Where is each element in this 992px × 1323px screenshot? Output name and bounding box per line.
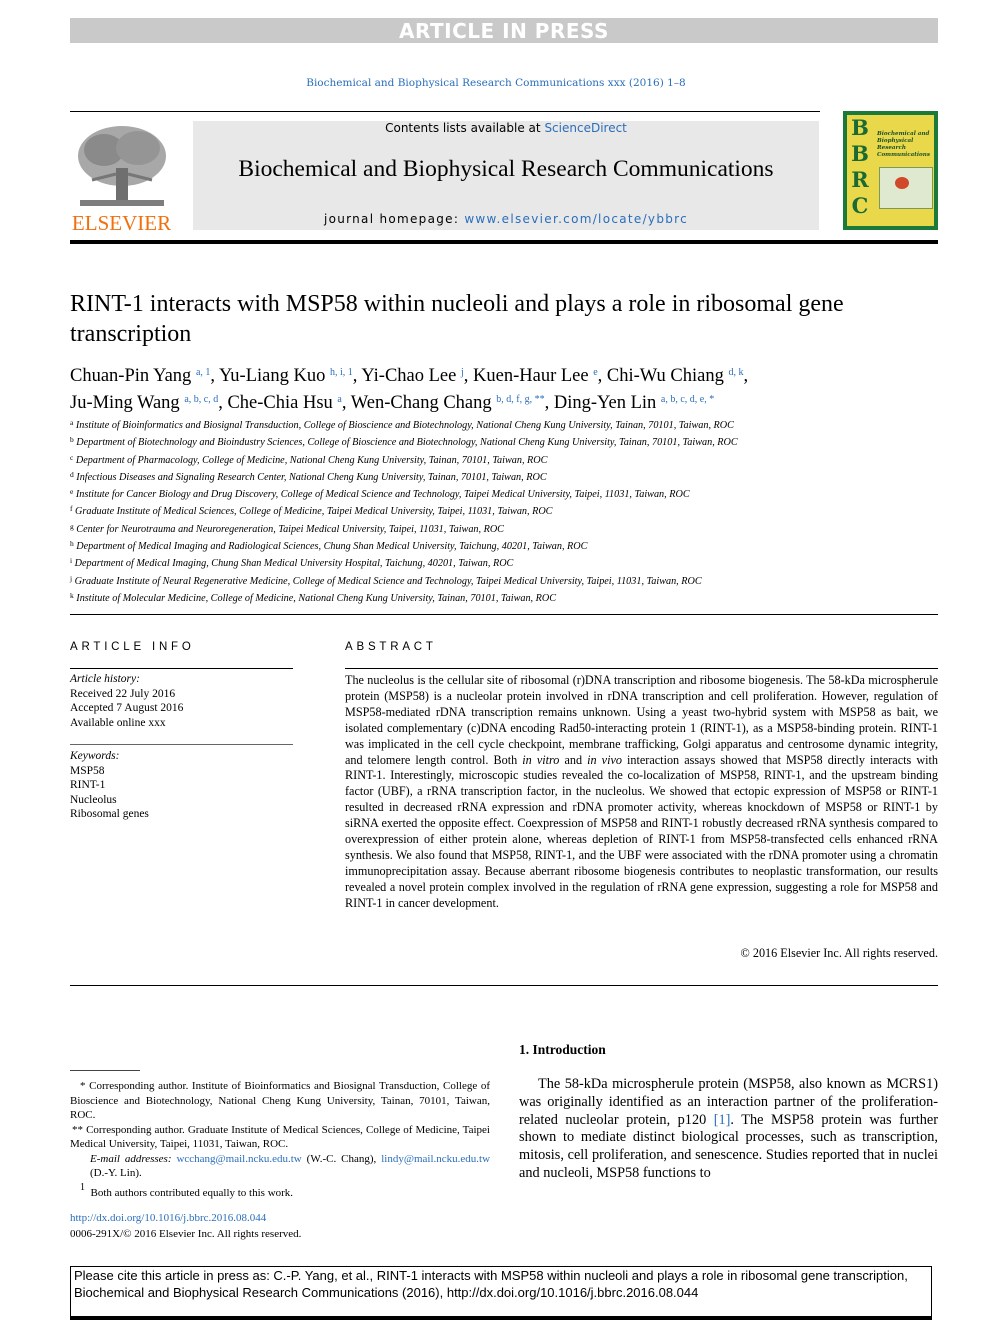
cover-letter: B (851, 115, 869, 140)
affiliation-text: Institute for Cancer Biology and Drug Discovery, College of Medical Science and Technology, Taipei Medical University, Taipei, 11031, Taiwan, ROC (75, 489, 690, 501)
homepage-link[interactable]: www.elsevier.com/locate/ybbrc (464, 212, 689, 226)
affiliation-list (70, 416, 830, 606)
abstract-part: and (559, 752, 588, 767)
affiliation (70, 468, 830, 485)
affiliation-key: h (70, 539, 74, 549)
author-affiliation-ref[interactable]: a, b, c, d, e, * (660, 394, 715, 405)
affiliation-text: Graduate Institute of Neural Regenerative Medicine, College of Medical Science and Technology, Taipei Medical University, Taipei, 11031, Taiwan, ROC (74, 575, 702, 587)
contents-line (193, 121, 819, 135)
author-affiliation-ref[interactable]: b, d, f, g, ** (496, 394, 545, 405)
author-list: Chuan-Pin Yang $^{a, 1}$, Yu-Liang Kuo $^{h, i, 1}$, Yi-Chao Lee $^j$, Kuen-Haur Lee $^e$, Chi-Wu Chiang $^{d, k}$, Ju-Ming Wang $^{a, b, c, d}$, Che-Chia Hsu $^a$, Wen-Chang Chang $^{b, d, f, g, **}$, Ding-Yen Lin $^{a, b, c, d, e, *}$ (70, 366, 749, 413)
abstract-text (345, 673, 938, 912)
footnotes (70, 1079, 490, 1200)
info-section-rule (70, 614, 938, 615)
article-info-heading: ARTICLE INFO (70, 641, 195, 653)
affiliation-key: c (70, 452, 74, 462)
email-label: E-mail addresses: (90, 1152, 172, 1165)
article-info-rule (70, 668, 293, 669)
author-affiliation-ref[interactable]: h, i, 1 (329, 367, 353, 378)
author-name[interactable]: Yi-Chao Lee (361, 366, 457, 386)
affiliation-text: Department of Biotechnology and Bioindustry Sciences, College of Bioscience and Biotechnology, National Cheng Kung University, Tainan, 70101, Taiwan, ROC (76, 437, 738, 449)
affiliation-key: a (70, 418, 74, 427)
keyword: RINT-1 (70, 779, 106, 791)
affiliation-text: Department of Medical Imaging and Radiological Sciences, Chung Shan Medical University, Taichung, 40201, Taiwan, ROC (76, 541, 588, 553)
elsevier-wordmark[interactable]: ELSEVIER (71, 211, 172, 235)
article-title: RINT-1 interacts with MSP58 within nucleoli and plays a role in ribosomal gene transcription (70, 291, 844, 347)
email-owner: (D.-Y. Lin). (90, 1167, 142, 1179)
email-owner: (W.-C. Chang), (301, 1152, 382, 1165)
footnote-equal-contribution (70, 1181, 490, 1201)
cover-title: Biochemical and Biophysical Research Communications (877, 131, 930, 158)
author-affiliation-ref[interactable]: d, k (728, 367, 744, 378)
keyword: MSP58 (70, 764, 105, 777)
affiliation-text: Center for Neurotrauma and Neuroregeneration, Taipei Medical University, Taipei, 11031, Taiwan, ROC (76, 523, 504, 535)
history-item: Accepted 7 August 2016 (70, 702, 184, 714)
author-name[interactable]: Chuan-Pin Yang (70, 366, 192, 386)
author-affiliation-ref[interactable]: a, 1 (195, 367, 211, 378)
footnote-mark: 1 (80, 1181, 85, 1193)
author-name[interactable]: Yu-Liang Kuo (218, 366, 326, 386)
contents-prefix: Contents lists available at (385, 121, 545, 135)
author-affiliation-ref[interactable]: j (460, 367, 464, 378)
affiliation-key: k (70, 590, 74, 600)
cover-letter: R (851, 167, 869, 192)
author-affiliation-ref[interactable]: e (593, 367, 598, 378)
abstract-italic: in vivo (587, 752, 622, 767)
email-link-chang[interactable]: wcchang@mail.ncku.edu.tw (176, 1152, 302, 1165)
keywords-rule (70, 744, 293, 745)
issn-line: 0006-291X/© 2016 Elsevier Inc. All rights reserved. (70, 1227, 302, 1240)
affiliation (70, 451, 830, 468)
header-bottom-rule (70, 240, 938, 244)
citation-link[interactable]: [1] (713, 1111, 731, 1128)
footnote-text: Both authors contributed equally to this work. (90, 1186, 294, 1199)
affiliation-text: Institute of Molecular Medicine, College of Medicine, National Cheng Kung University, Tainan, 70101, Taiwan, ROC (76, 592, 557, 604)
author-name[interactable]: Ju-Ming Wang (70, 393, 180, 413)
abstract-part: The nucleolus is the cellular site of ribosomal (r)DNA transcription and ribosome biogenesis. The 58-kDa microspherule protein (MSP58) is a nucleolar protein involved in rDNA transcription and cell proliferation. However, regulation of MSP58-mediated rDNA transcription remains unknown. Using a yeast two-hybrid system with MSP58 as bait, we isolated complementary (c)DNA encoding Rad50-interacting protein 1 (RINT-1), as a MSP58-binding protein. RINT-1 was implicated in the cell cycle checkpoint, membrane trafficking, Golgi apparatus and centrosome dynamic integrity, and telomere length control. Both (345, 673, 938, 767)
footnote-rule (70, 1070, 140, 1071)
email-link-lin[interactable]: lindy@mail.ncku.edu.tw (381, 1152, 491, 1165)
author-affiliation-ref[interactable]: a (337, 394, 342, 405)
author-name[interactable]: Kuen-Haur Lee (473, 366, 589, 386)
cover-figure (879, 167, 933, 209)
abstract-rule (345, 668, 938, 669)
author-name[interactable]: Che-Chia Hsu (227, 393, 333, 413)
affiliation-text: Institute of Bioinformatics and Biosignal Transduction, College of Bioscience and Biotechnology, National Cheng Kung University, Tainan, 70101, Taiwan, ROC (75, 420, 734, 431)
footnote-corresponding-1: * Corresponding author. Institute of Bioinformatics and Biosignal Transduction, College of Bioscience and Biotechnology, National Cheng Kung University, Tainan, 70101, Taiwan, ROC. (70, 1080, 490, 1121)
author-name[interactable]: Chi-Wu Chiang (606, 366, 724, 386)
cover-figure-spot (895, 177, 909, 189)
journal-name: Biochemical and Biophysical Research Communications (238, 156, 774, 182)
affiliation (70, 502, 830, 519)
affiliation-key: j (70, 573, 73, 583)
article-history (70, 672, 293, 730)
affiliation-key: i (70, 556, 73, 566)
affiliation (70, 520, 830, 537)
abstract-part: interaction assays showed that MSP58 directly interacts with RINT-1. Interestingly, microscopic studies revealed the co-localization of MSP58, RINT-1, and the upstream binding factor (UBF), a rRNA transcription factor, in the nucleolus. We showed that ectopic expression of MSP58 or RINT-1 resulted in decreased rRNA expression and rDNA promoter activity, whereas knockdown of MSP58 or RINT-1 by siRNA exerted the opposite effect. Coexpression of MSP58 and RINT-1 robustly decreased rRNA synthesis compared to overexpression of either protein alone, whereas depletion of RINT-1 from MSP58-transfected cells enhanced rRNA synthesis. We also found that MSP58, RINT-1, and the UBF were associated with the rDNA promoter using a chromatin immunoprecipitation assay. Because aberrant ribosome biogenesis contributes to neoplastic transformation, our results revealed a novel protein complex involved in the regulation of rRNA gene expression, suggesting a role for MSP58 and RINT-1 in cancer development. (345, 752, 938, 910)
footnote-emails (70, 1152, 490, 1181)
abstract-heading: ABSTRACT (345, 641, 437, 653)
affiliation-key: g (70, 521, 74, 531)
affiliation-key: f (70, 504, 73, 514)
author-name[interactable]: Ding-Yen Lin (553, 393, 657, 413)
elsevier-tree-logo-icon (72, 120, 172, 212)
cover-letter: C (851, 193, 869, 218)
affiliation (70, 572, 830, 589)
sciencedirect-link[interactable]: ScienceDirect (544, 121, 627, 135)
affiliation (70, 433, 830, 450)
abstract-italic: in vitro (522, 752, 560, 767)
intro-part: . The MSP58 protein was further shown to mediate distinct biological processes, such as transcription, mitosis, cell proliferation, and senescence. Studies reported that in nuclei and nucleoli, MSP58 functions to (519, 1111, 938, 1181)
article-in-press-banner: ARTICLE IN PRESS (70, 18, 938, 43)
keywords-label: Keywords: (70, 750, 120, 762)
homepage-prefix: journal homepage: (323, 212, 465, 226)
affiliation-key: d (70, 469, 74, 479)
header-top-rule (70, 111, 820, 112)
doi-block (70, 1211, 301, 1242)
introduction-heading: 1. Introduction (519, 1042, 606, 1057)
affiliation-text: Department of Medical Imaging, Chung Shan Medical University Hospital, Taichung, 40201, Taiwan, ROC (74, 558, 514, 570)
journal-reference-link[interactable]: Biochemical and Biophysical Research Communications xxx (2016) 1–8 (306, 77, 686, 89)
author-affiliation-ref[interactable]: a, b, c, d (184, 394, 219, 405)
keyword: Nucleolus (70, 793, 117, 806)
doi-link[interactable]: http://dx.doi.org/10.1016/j.bbrc.2016.08.044 (70, 1212, 267, 1224)
affiliation (70, 416, 830, 433)
affiliation (70, 589, 830, 606)
affiliation-text: Department of Pharmacology, College of Medicine, National Cheng Kung University, Tainan, 70101, Taiwan, ROC (75, 454, 548, 466)
intro-part: The 58-kDa microspherule protein (MSP58, also known as MCRS1) was originally identified as an interaction partner of the proliferation-related nucleolar protein, p120 (519, 1076, 938, 1128)
abstract-bottom-rule (70, 985, 938, 986)
affiliation-key: b (70, 435, 74, 445)
history-item: Received 22 July 2016 (70, 687, 176, 700)
affiliation-text: Graduate Institute of Medical Sciences, College of Medicine, Taipei Medical University, Taipei, 11031, Taiwan, ROC (75, 506, 553, 518)
abstract-copyright: © 2016 Elsevier Inc. All rights reserved. (740, 946, 938, 960)
affiliation-key: e (70, 487, 74, 497)
history-label: Article history: (70, 673, 140, 685)
cover-letter: B (851, 141, 869, 166)
affiliation (70, 485, 830, 502)
author-name[interactable]: Wen-Chang Chang (350, 393, 492, 413)
affiliation (70, 554, 830, 571)
keywords (70, 749, 293, 822)
keyword: Ribosomal genes (70, 808, 149, 820)
introduction-text (519, 1076, 938, 1183)
homepage-line (193, 212, 819, 226)
affiliation-text: Infectious Diseases and Signaling Research Center, National Cheng Kung University, Tainan, 70101, Taiwan, ROC (76, 471, 547, 483)
history-item: Available online xxx (70, 716, 166, 729)
affiliation (70, 537, 830, 554)
footnote-corresponding-2: ** Corresponding author. Graduate Institute of Medical Sciences, College of Medicine, Taipei Medical University, Taipei, 11031, Taiwan, ROC. (70, 1123, 490, 1150)
citation-box: Please cite this article in press as: C.-P. Yang, et al., RINT-1 interacts with MSP58 within nucleoli and plays a role in ribosomal gene transcription, Biochemical and Biophysical Research Communications (2016), http://dx.doi.org/10.1016/j.bbrc.2016.08.044 (70, 1266, 932, 1320)
journal-cover-thumbnail[interactable] (843, 111, 938, 230)
